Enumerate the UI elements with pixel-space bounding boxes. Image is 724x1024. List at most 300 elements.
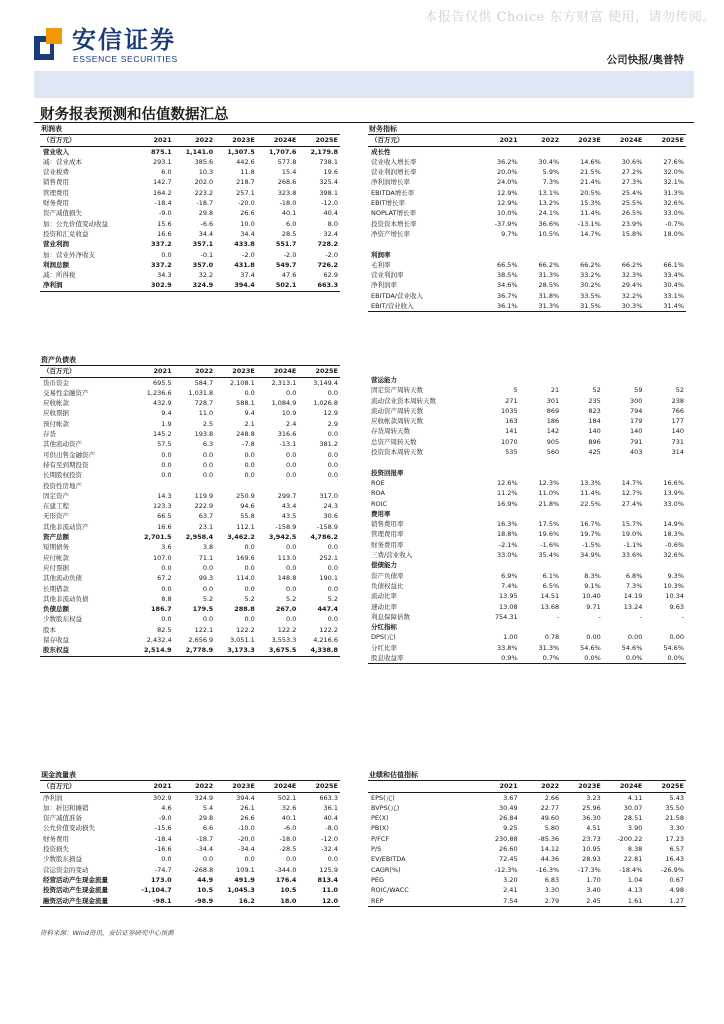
cell-value (644, 560, 686, 570)
cell-value: - (556, 612, 560, 621)
cell-value: 0.00 (627, 633, 643, 642)
cell-value: 40.1 (281, 814, 297, 823)
cell-value: -74.7 (154, 865, 172, 874)
cell-value: 2,179.8 (310, 147, 338, 156)
row-label: 营业税费 (43, 168, 69, 177)
cell-value: 3.30 (544, 886, 560, 895)
table-title-row (40, 124, 340, 135)
header-unit (368, 781, 478, 792)
cell-value: 2,701.5 (144, 533, 172, 542)
row-label: NOPLAT增长率 (371, 209, 417, 218)
cell-value: -1,104.7 (141, 886, 172, 895)
row-label: 费用率 (371, 509, 391, 518)
table-row (40, 239, 340, 249)
table-row (40, 177, 340, 187)
header-year: 2022 (174, 366, 216, 377)
row-label: 毛利率 (371, 260, 391, 269)
table-title: 资产负债表 (41, 356, 76, 364)
cell-value: 33.2% (580, 271, 601, 280)
table-row (368, 280, 686, 290)
company-logo (34, 26, 234, 66)
table-title-row (368, 770, 686, 781)
cell-value: 325.4 (319, 178, 338, 187)
cell-value: 13.3% (580, 478, 601, 487)
header-year: 2022 (520, 135, 562, 146)
cell-value (478, 457, 520, 467)
cell-value: 179.5 (192, 605, 214, 614)
table-row (40, 481, 340, 491)
table-title: 业绩和估值指标 (369, 771, 418, 779)
row-label: 经营活动产生现金流量 (43, 875, 108, 884)
cell-value: 1.00 (503, 633, 518, 642)
cell-value: 29.8 (198, 209, 214, 218)
cell-value: 549.7 (275, 260, 297, 269)
table-row (368, 478, 686, 488)
cell-value (478, 239, 520, 249)
table-row (368, 396, 686, 406)
cell-value: 1,707.6 (268, 147, 297, 156)
cell-value: 30.4% (663, 281, 684, 290)
row-label: 其他流动负债 (43, 574, 82, 583)
header-year: 2023E (561, 135, 603, 146)
cell-value: 6.0 (161, 168, 172, 177)
cell-value (561, 375, 603, 385)
cell-value: 52 (592, 386, 601, 395)
cell-value: 3,051.1 (229, 636, 255, 645)
cell-value (561, 622, 603, 632)
table-row (40, 398, 340, 408)
table-row (368, 426, 686, 436)
table-header-row (40, 135, 340, 146)
cell-value: 491.9 (234, 875, 255, 884)
cell-value: 0.0 (161, 855, 172, 864)
cell-value: - (640, 612, 643, 621)
cell-value: 0.0% (644, 653, 686, 664)
cell-value (520, 457, 562, 467)
cell-value: 13.68 (540, 602, 560, 611)
table-row (368, 239, 686, 249)
cell-value: 36.2% (496, 157, 518, 166)
cell-value: -9.0 (158, 209, 172, 218)
cell-value: 385.6 (194, 157, 214, 166)
cell-value: 2.9 (327, 419, 338, 428)
cell-value: 357.0 (192, 260, 214, 269)
table-row (368, 416, 686, 426)
cell-value: 663.3 (298, 280, 340, 291)
row-label: 管理费用 (43, 188, 69, 197)
cell-value (478, 146, 520, 157)
financial-ratios-table (368, 124, 686, 312)
table-row (368, 813, 686, 823)
cell-value: 37.4 (240, 271, 255, 280)
cell-value: 1070 (501, 437, 518, 446)
cell-value: 394.4 (215, 280, 257, 291)
row-label: 净利润增长率 (371, 178, 410, 187)
table-row (368, 875, 686, 885)
table-row (40, 198, 340, 208)
cell-value: 6.83 (544, 875, 560, 884)
table-row (368, 250, 686, 260)
cell-value: -28.5 (279, 845, 297, 854)
cell-value (644, 468, 686, 478)
cell-value: 25.96 (582, 803, 601, 812)
table-row (40, 813, 340, 823)
cell-value: 33.0% (496, 551, 518, 560)
row-label: CAGR(%) (371, 865, 401, 874)
row-label: 长期借款 (43, 584, 69, 593)
cell-value: 869 (546, 406, 560, 415)
cell-value: 47.6 (281, 271, 297, 280)
cell-value: 442.6 (236, 157, 255, 166)
header-year: 2021 (132, 366, 174, 377)
cell-value: 12.9 (323, 409, 338, 418)
cell-value: 3,149.4 (313, 378, 338, 387)
cell-value: 0.0 (244, 584, 255, 593)
cell-value: -200.22 (617, 834, 643, 843)
row-label: 应付帐款 (43, 553, 69, 562)
cell-value: 33.5% (580, 291, 601, 300)
cell-value: 22.77 (540, 803, 560, 812)
cell-value: 4,216.6 (313, 636, 338, 645)
cell-value: 66.5 (157, 512, 172, 521)
cell-value: 0.0 (286, 471, 297, 480)
cell-value (520, 560, 562, 570)
cell-value: 2,514.9 (132, 645, 174, 656)
row-label: 投资资本增长率 (371, 219, 417, 228)
table-row (40, 522, 340, 532)
title-divider (34, 122, 694, 123)
cell-value: 431.8 (234, 260, 255, 269)
cell-value: 337.2 (151, 260, 172, 269)
cell-value: -158.9 (275, 522, 297, 531)
row-label: 三费/营业收入 (371, 551, 413, 560)
cell-value (478, 622, 520, 632)
cell-value: 250.9 (236, 491, 255, 500)
cell-value: 0.0 (244, 471, 255, 480)
cell-value: 2.1 (244, 419, 255, 428)
row-label: 减：营业成本 (43, 157, 82, 166)
cell-value: 3.90 (627, 824, 643, 833)
cell-value: 99.3 (198, 574, 214, 583)
cell-value: 3.8 (202, 543, 214, 552)
cell-value (561, 239, 603, 249)
cell-value: 21.8% (538, 499, 560, 508)
table-row (368, 385, 686, 395)
cell-value: 0.0 (202, 450, 214, 459)
row-label: 融资活动产生现金流量 (40, 896, 132, 907)
cell-value: 16.6 (157, 229, 172, 238)
row-label: 营运能力 (371, 376, 397, 384)
cell-value (603, 622, 645, 632)
row-label: 营业收入 (43, 147, 69, 156)
cell-value: 535 (505, 448, 518, 457)
cell-value: 66.2% (538, 260, 560, 269)
table-row (368, 188, 686, 198)
table-row (368, 167, 686, 177)
cell-value: 0.0 (161, 563, 172, 572)
cell-value: 2,958.4 (185, 533, 214, 542)
cell-value: 14.6% (580, 157, 601, 166)
cell-value: - (681, 612, 684, 621)
cell-value: 16.9% (496, 499, 518, 508)
cell-value: 34.4 (240, 229, 255, 238)
cell-value: 584.7 (194, 378, 214, 387)
row-label: EBIT增长率 (371, 199, 405, 208)
table-title-row (40, 355, 340, 366)
cell-value: 791 (629, 437, 643, 446)
cell-value: -37.9% (494, 219, 518, 228)
row-label: EBITDA增长率 (371, 188, 415, 197)
cell-value: 11.2% (496, 489, 518, 498)
cell-value (561, 468, 603, 478)
header-year: 2024E (257, 366, 299, 377)
cell-value: 4.98 (669, 886, 684, 895)
cell-value: 0.0 (327, 430, 338, 439)
cell-value: -0.1 (200, 250, 214, 259)
table-header-row (368, 781, 686, 792)
logo-text-cn: 安信证券 (72, 26, 176, 54)
row-label: 速动比率 (371, 602, 397, 611)
cell-value: 49.60 (540, 814, 560, 823)
cell-value: -17.3% (577, 865, 601, 874)
cell-value: -34.4 (237, 845, 255, 854)
row-label: 财务费用率 (371, 540, 404, 549)
source-note: 资料来源：Wind资讯，安信证券研究中心预测 (40, 929, 174, 937)
header-year: 2021 (132, 781, 174, 792)
cell-value: 293.1 (152, 157, 172, 166)
cell-value (603, 375, 645, 385)
header-year: 2024E (603, 781, 645, 792)
cell-value: 66.2% (621, 260, 643, 269)
cell-value: 0.0 (327, 615, 338, 624)
row-label: 少数股东权益 (43, 615, 82, 624)
row-label: 销售费用率 (371, 520, 404, 529)
cell-value: 2,656.9 (188, 636, 214, 645)
operating-metrics-table (368, 375, 686, 664)
cell-value: 122.2 (277, 625, 297, 634)
cell-value: 12.9% (496, 199, 518, 208)
cell-value: 63.7 (198, 512, 214, 521)
cell-value: 30.6% (621, 157, 643, 166)
cell-value: 813.4 (317, 875, 338, 884)
table-row (368, 270, 686, 280)
cell-value: 1,045.3 (227, 886, 255, 895)
cell-value: -18.4% (619, 865, 643, 874)
cell-value (520, 250, 562, 260)
cell-value: 728.7 (194, 399, 214, 408)
cell-value: 794 (629, 406, 643, 415)
cell-value: 34.4 (198, 229, 214, 238)
cell-value: -7.8 (242, 440, 255, 449)
cell-value: 222.9 (194, 502, 214, 511)
cell-value: 0.0 (202, 471, 214, 480)
cell-value: 11.0% (538, 489, 560, 498)
row-label: 公允价值变动损失 (43, 824, 95, 833)
cell-value: 0.0% (561, 653, 603, 664)
cell-value: 6.0 (286, 219, 297, 228)
table-row (40, 604, 340, 614)
table-row (40, 250, 340, 260)
table-row (40, 834, 340, 844)
table-row (368, 468, 686, 478)
cell-value: 30.49 (498, 803, 518, 812)
cell-value: 0.0 (327, 471, 338, 480)
cell-value: -12.0 (321, 199, 338, 208)
cell-value: 0.0 (161, 450, 172, 459)
cell-value: 28.51 (623, 814, 643, 823)
cell-value: 4.11 (627, 793, 643, 802)
cell-value: -18.7 (196, 199, 214, 208)
cell-value: 433.8 (234, 240, 255, 249)
cell-value: 3.40 (586, 886, 601, 895)
cell-value: 6.8% (625, 571, 643, 580)
header-unit: （百万元） (40, 781, 132, 792)
cell-value (215, 481, 257, 491)
table-row (40, 542, 340, 552)
header-year: 2025E (298, 366, 340, 377)
row-label: 短期债务 (43, 543, 69, 552)
cell-value: 26.6 (240, 814, 255, 823)
cell-value: 34.3 (157, 271, 172, 280)
cell-value: 14.19 (623, 592, 643, 601)
row-label: 存货周转天数 (371, 427, 410, 436)
cell-value: 2.79 (520, 896, 562, 907)
table-row (40, 260, 340, 270)
cell-value: 2.5 (202, 419, 214, 428)
cell-value (132, 481, 174, 491)
cell-value: 0.0 (286, 615, 297, 624)
cell-value (644, 622, 686, 632)
cell-value: 22.81 (623, 855, 643, 864)
cell-value: 40.1 (281, 209, 297, 218)
cell-value: 164.2 (152, 188, 172, 197)
row-label: 营业利润增长率 (371, 168, 417, 177)
cell-value (520, 375, 562, 385)
cell-value: 1.70 (586, 875, 601, 884)
cell-value: -10.0 (237, 824, 255, 833)
cell-value: 119.9 (194, 491, 214, 500)
table-row (368, 622, 686, 632)
cell-value: 823 (588, 406, 601, 415)
cell-value: -2.0 (283, 250, 297, 259)
cell-value: 1.04 (627, 875, 643, 884)
cell-value: 0.0 (327, 543, 338, 552)
table-row (368, 540, 686, 550)
cell-value: 9.7% (501, 229, 518, 238)
row-label: 流动营业资本周转天数 (371, 396, 436, 405)
cell-value: 3,942.5 (268, 533, 297, 542)
cell-value (561, 146, 603, 157)
table-row (40, 844, 340, 854)
cell-value: 0.0 (244, 855, 255, 864)
cell-value: 13.1% (538, 188, 560, 197)
cell-value: -344.0 (275, 865, 297, 874)
cell-value: 31.3% (538, 271, 560, 280)
cell-value: 1.9 (161, 419, 172, 428)
cell-value: 29.8 (198, 814, 214, 823)
table-row (368, 229, 686, 239)
cell-value: -12.3% (494, 865, 518, 874)
cell-value: 905 (546, 437, 560, 446)
cell-value: 44.36 (540, 855, 560, 864)
row-label: 资产总额 (43, 533, 69, 542)
row-label: PE(X) (371, 814, 389, 823)
cell-value: 114.0 (236, 574, 255, 583)
row-label: ROIC (371, 499, 388, 508)
cell-value: 36.30 (582, 814, 601, 823)
cell-value: 9.4 (161, 409, 172, 418)
cell-value: 23.73 (582, 834, 601, 843)
cell-value: 10.9 (281, 409, 297, 418)
cell-value: 31.3% (663, 188, 684, 197)
cell-value: 140 (629, 427, 643, 436)
cell-value: 21.4% (580, 178, 601, 187)
cell-value: 3.30 (669, 824, 684, 833)
cell-value: 0.0 (286, 543, 297, 552)
cell-value: 109.1 (236, 865, 255, 874)
row-label: 其他非流动负债 (43, 594, 89, 603)
cell-value: 695.5 (152, 378, 172, 387)
cell-value: 32.6% (663, 551, 684, 560)
cell-value: 2.66 (544, 793, 560, 802)
cell-value: 173.0 (151, 875, 172, 884)
cell-value: 35.50 (665, 803, 684, 812)
cell-value: -1.1% (623, 540, 643, 549)
cell-value: 18.0% (663, 229, 684, 238)
cell-value: 12.9% (496, 188, 518, 197)
table-row (40, 563, 340, 573)
cell-value: 10.95 (582, 845, 601, 854)
header-year: 2021 (478, 135, 520, 146)
cell-value: 324.9 (194, 793, 214, 802)
cell-value: -16.3% (536, 865, 560, 874)
cell-value: 9.25 (503, 824, 518, 833)
row-label: 资产减值准备 (43, 814, 82, 823)
cell-value (644, 146, 686, 157)
table-row (368, 632, 686, 642)
cell-value: -13.1% (577, 219, 601, 228)
cell-value: 257.1 (236, 188, 255, 197)
row-label: 在建工程 (43, 502, 69, 511)
row-label: 投资回报率 (371, 468, 404, 477)
table-header-row (40, 366, 340, 377)
cell-value: 10.3% (663, 581, 684, 590)
cell-value: 0.0 (286, 584, 297, 593)
row-label: EV/EBITDA (371, 855, 406, 864)
cell-value: -2.1% (498, 540, 518, 549)
cell-value (603, 146, 645, 157)
cell-value: 54.6% (663, 643, 684, 652)
table-row (40, 146, 340, 157)
row-label: 加：公允价值变动收益 (43, 219, 108, 228)
cell-value: 29.4% (621, 281, 643, 290)
cell-value: 122.2 (236, 625, 255, 634)
cell-value: 125.9 (319, 865, 338, 874)
cell-value: 4,338.8 (298, 645, 340, 656)
cell-value: 179 (629, 417, 643, 426)
cell-value: 0.0 (244, 615, 255, 624)
row-label: 资产减值损失 (43, 209, 82, 218)
valuation-table (368, 770, 686, 907)
cell-value: 22.5% (580, 499, 601, 508)
cell-value: 16.3% (496, 520, 518, 529)
cell-value: 6.6 (202, 824, 214, 833)
cell-value: 11.0 (321, 886, 338, 895)
cell-value: 32.0% (663, 168, 684, 177)
row-label: 营运资金的变动 (43, 865, 89, 874)
table-row (40, 865, 340, 875)
cell-value: 28.5% (538, 281, 560, 290)
